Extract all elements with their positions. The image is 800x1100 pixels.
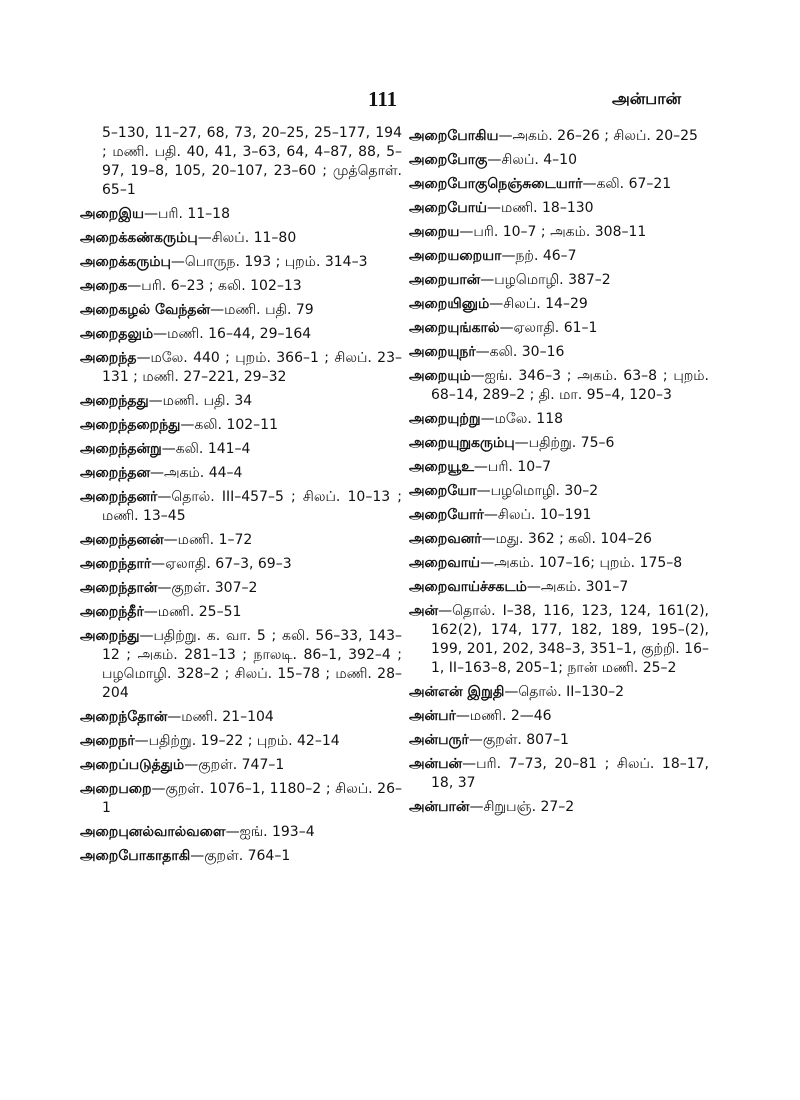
index-headword: அறைபுனல்வால்வளை (80, 824, 226, 840)
index-references: —தொல். I–38, 116, 123, 124, 161(2), 162(2), 174, 177, 182, 189, 195–(2), 199, 201, 202, 348–3, 351–1, குற்றி. 16–1, II–163–8, 205–1; நான் மணி. 25–2 (431, 603, 709, 676)
index-headword: அறைபோகிய (409, 128, 499, 144)
index-references: —மணி. 25–51 (143, 604, 242, 620)
index-headword: அன்பருர் (409, 732, 469, 748)
index-entry (80, 488, 402, 526)
index-entry (409, 530, 709, 549)
index-entry (409, 683, 709, 702)
index-references: —சிறுபஞ். 27–2 (469, 799, 575, 815)
index-references: —நற். 46–7 (501, 248, 577, 264)
index-entry (409, 247, 709, 266)
running-head: அன்பான் (612, 89, 682, 108)
index-entry (409, 199, 709, 218)
index-entry (80, 531, 402, 550)
index-headword: அறையறையா (409, 248, 502, 264)
index-headword: அறைந்தீர் (80, 604, 144, 620)
index-headword: அன்பான் (409, 799, 470, 815)
index-headword: அறையுறுகரும்பு (409, 435, 515, 451)
index-entry (409, 127, 709, 146)
index-entry (80, 349, 402, 387)
index-entry (80, 823, 402, 842)
index-entry (80, 124, 402, 200)
index-headword: அறைகழல் வேந்தன் (80, 302, 211, 318)
index-references: —மணி. 18–130 (487, 200, 594, 216)
index-entry (409, 554, 709, 573)
index-references: —குறள். 807–1 (468, 732, 569, 748)
index-entry (409, 798, 709, 817)
index-references: —மணி. பதி. 34 (148, 393, 253, 409)
index-headword: அறைபோய் (409, 200, 488, 216)
index-entry (80, 253, 402, 272)
index-headword: அறைவாய்ச்சகடம் (409, 579, 527, 595)
index-headword: அறைந்தன்று (80, 441, 162, 457)
index-headword: அறைவாய் (409, 555, 481, 571)
index-headword: அறைதலும் (80, 326, 154, 342)
index-headword: அறையோ (409, 483, 477, 499)
index-entry (80, 708, 402, 727)
index-entry (409, 343, 709, 362)
index-headword: அறைக (80, 278, 128, 294)
index-headword: அறைந்தனன் (80, 532, 164, 548)
index-headword: அறையுங்கால் (409, 320, 500, 336)
index-references: —மணி. 2—46 (455, 708, 552, 724)
index-entry (80, 732, 402, 751)
index-entry (80, 579, 402, 598)
index-headword: அறைய (409, 224, 460, 240)
index-references: 5–130, 11–27, 68, 73, 20–25, 25–177, 194 ; மணி. பதி. 40, 41, 3–63, 64, 4–87, 88, 5–97, 19–8, 105, 20–107, 23–60 ; முத்தொள். 65–1 (102, 125, 402, 198)
index-entry (409, 434, 709, 453)
index-headword: அறைஇய (80, 206, 144, 222)
index-entry (80, 229, 402, 248)
index-entry (409, 482, 709, 501)
index-entry (409, 755, 709, 793)
index-headword: அன் (409, 603, 439, 619)
index-references: —மது. 362 ; கலி. 104–26 (481, 531, 652, 547)
index-headword: அறைநர் (80, 733, 135, 749)
index-headword: அறைக்கரும்பு (80, 254, 171, 270)
index-headword: அறைந்தார் (80, 556, 152, 572)
index-references: —கலி. 30–16 (475, 344, 565, 360)
index-entry (409, 175, 709, 194)
index-references: —ஐங். 193–4 (225, 824, 315, 840)
index-references: —மலே. 440 ; புறம். 366–1 ; சிலப். 23–131 ; மணி. 27–221, 29–32 (102, 350, 402, 385)
index-headword: அறையான் (409, 272, 481, 288)
index-references: —பொருந. 193 ; புறம். 314–3 (170, 254, 368, 270)
index-entry (409, 410, 709, 429)
index-entry (409, 707, 709, 726)
index-headword: அறைபோகு (409, 152, 488, 168)
index-entry (80, 847, 402, 866)
index-entry (80, 301, 402, 320)
index-references: —பதிற்று. 19–22 ; புறம். 42–14 (134, 733, 340, 749)
right-index-column (409, 127, 709, 822)
index-references: —அகம். 44–4 (150, 465, 243, 481)
index-references: —மணி. 16–44, 29–164 (153, 326, 312, 342)
index-headword: அறைந்தறைந்து (80, 417, 181, 433)
index-entry (409, 295, 709, 314)
index-entry (409, 271, 709, 290)
index-references: —பதிற்று. 75–6 (514, 435, 615, 451)
index-references: —சிலப். 14–29 (489, 296, 588, 312)
index-headword: அறையும் (409, 368, 471, 384)
index-headword: அறைப்படுத்தும் (80, 757, 185, 773)
index-headword: அறைக்கண்கரும்பு (80, 230, 198, 246)
index-references: —ஏலாதி. 67–3, 69–3 (151, 556, 292, 572)
index-headword: அறைந்தது (80, 393, 149, 409)
index-references: —கலி. 67–21 (582, 176, 672, 192)
index-references: —தொல். II–130–2 (504, 684, 625, 700)
index-entry (80, 555, 402, 574)
index-entry (80, 464, 402, 483)
index-references: —தொல். III–457–5 ; சிலப். 10–13 ; மணி. 13–45 (102, 489, 402, 524)
index-references: —பரி. 6–23 ; கலி. 102–13 (127, 278, 302, 294)
index-entry (80, 627, 402, 703)
index-references: —பரி. 7–73, 20–81 ; சிலப். 18–17, 18, 37 (431, 756, 709, 791)
index-references: —குறள். 747–1 (184, 757, 285, 773)
index-headword: அறையூஉ (409, 459, 474, 475)
index-entry (80, 325, 402, 344)
index-references: —பரி. 10–7 ; அகம். 308–11 (459, 224, 647, 240)
index-entry (409, 458, 709, 477)
index-entry (80, 416, 402, 435)
index-references: —கலி. 141–4 (161, 441, 251, 457)
index-entry (409, 731, 709, 750)
index-headword: அறையுற்று (409, 411, 481, 427)
index-headword: அறைந்தனர் (80, 489, 158, 505)
index-references: —கலி. 102–11 (180, 417, 278, 433)
index-headword: அறையுநர் (409, 344, 476, 360)
index-headword: அறைபோகுநெஞ்சுடையார் (409, 176, 583, 192)
index-entry (80, 756, 402, 775)
index-entry (409, 506, 709, 525)
index-headword: அன்பன் (409, 756, 463, 772)
index-references: —மணி. 21–104 (167, 709, 274, 725)
index-headword: அறைந்தன (80, 465, 151, 481)
index-headword: அறைவனர் (409, 531, 482, 547)
index-references: —அகம். 301–7 (526, 579, 629, 595)
index-headword: அறையோர் (409, 507, 484, 523)
index-entry (409, 367, 709, 405)
index-entry (80, 205, 402, 224)
index-references: —பரி. 11–18 (143, 206, 230, 222)
index-entry (80, 392, 402, 411)
index-entry (80, 603, 402, 622)
index-references: —மணி. 1–72 (163, 532, 253, 548)
index-headword: அறைபோகாதாகி (80, 848, 191, 864)
index-entry (409, 578, 709, 597)
index-entry (80, 440, 402, 459)
index-references: —அகம். 107–16; புறம். 175–8 (480, 555, 683, 571)
index-references: —குறள். 1076–1, 1180–2 ; சிலப். 26–1 (102, 781, 402, 816)
index-references: —மலே. 118 (480, 411, 564, 427)
index-headword: அறைந்தோன் (80, 709, 168, 725)
index-headword: அறைந்த (80, 350, 137, 366)
index-entry (409, 151, 709, 170)
index-references: —பழமொழி. 387–2 (480, 272, 611, 288)
index-entry (409, 223, 709, 242)
index-headword: அறையினும் (409, 296, 490, 312)
index-references: —சிலப். 11–80 (197, 230, 297, 246)
index-headword: அறைந்து (80, 628, 140, 644)
index-entry (409, 319, 709, 338)
index-references: —குறள். 307–2 (157, 580, 258, 596)
index-entry (80, 780, 402, 818)
index-headword: அன்என் இறுதி (409, 684, 505, 700)
index-headword: அறைபறை (80, 781, 152, 797)
index-entry (409, 602, 709, 678)
index-headword: அறைந்தான் (80, 580, 158, 596)
left-index-column (80, 124, 402, 871)
index-references: —குறள். 764–1 (190, 848, 291, 864)
index-references: —அகம். 26–26 ; சிலப். 20–25 (498, 128, 698, 144)
index-references: —ஐங். 346–3 ; அகம். 63–8 ; புறம். 68–14, 289–2 ; தி. மா. 95–4, 120–3 (431, 368, 709, 403)
index-references: —சிலப். 10–191 (483, 507, 592, 523)
index-references: —மணி. பதி. 79 (210, 302, 314, 318)
index-references: —சிலப். 4–10 (487, 152, 578, 168)
index-headword: அன்பர் (409, 708, 456, 724)
index-references: —பழமொழி. 30–2 (476, 483, 599, 499)
index-references: —பரி. 10–7 (473, 459, 552, 475)
index-references: —பதிற்று. க. வா. 5 ; கலி. 56–33, 143–12 ; அகம். 281–13 ; நாலடி. 86–1, 392–4 ; பழமொழி. 328–2 ; சிலப். 15–78 ; மணி. 28–204 (102, 628, 402, 701)
index-entry (80, 277, 402, 296)
page-number: 111 (368, 87, 398, 111)
index-references: —ஏலாதி. 61–1 (499, 320, 598, 336)
